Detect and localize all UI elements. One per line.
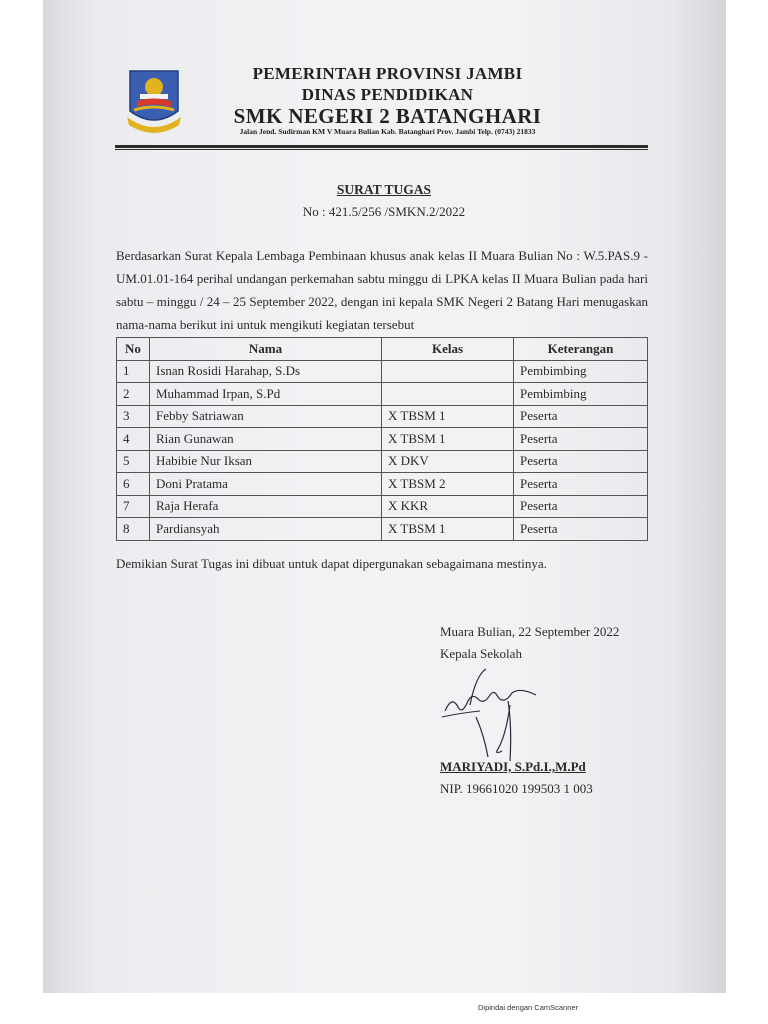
cell-no: 2 bbox=[117, 383, 150, 406]
table-row bbox=[117, 495, 648, 518]
cell-no: 5 bbox=[117, 450, 150, 473]
letterhead-divider bbox=[115, 145, 648, 148]
place-and-date: Muara Bulian, 22 September 2022 bbox=[440, 624, 620, 639]
cell-keterangan: Peserta bbox=[514, 495, 648, 518]
cell-nama: Febby Satriawan bbox=[150, 405, 382, 428]
cell-nama: Pardiansyah bbox=[150, 518, 382, 541]
cell-keterangan: Pembimbing bbox=[514, 383, 648, 406]
letterhead-divider-thin bbox=[115, 149, 648, 150]
cell-nama: Raja Herafa bbox=[150, 495, 382, 518]
cell-keterangan: Pembimbing bbox=[514, 360, 648, 383]
cell-kelas: X TBSM 2 bbox=[382, 473, 514, 496]
cell-kelas bbox=[382, 360, 514, 383]
cell-kelas: X DKV bbox=[382, 450, 514, 473]
cell-nama: Muhammad Irpan, S.Pd bbox=[150, 383, 382, 406]
letterhead-address: Jalan Jend. Sudirman KM V Muara Bulian Kab. Batanghari Prov. Jambi Telp. (0743) 21833 bbox=[239, 127, 536, 136]
letter-body: Berdasarkan Surat Kepala Lembaga Pembinaan khusus anak kelas II Muara Bulian No : W.5.PAS.9 - UM.01.01-164 perihal undangan perkemahan sabtu minggu di LPKA kelas II Muara Bulian pada hari sabtu – minggu / 24 – 25 September 2022, dengan ini kepala SMK Negeri 2 Batang Hari menugaskan nama-nama berikut ini untuk mengikuti kegiatan tersebut bbox=[116, 248, 648, 332]
cell-keterangan: Peserta bbox=[514, 518, 648, 541]
handwritten-signature bbox=[440, 665, 550, 765]
table-row bbox=[117, 405, 648, 428]
cell-nama: Isnan Rosidi Harahap, S.Ds bbox=[150, 360, 382, 383]
cell-kelas: X TBSM 1 bbox=[382, 428, 514, 451]
letter-closing: Demikian Surat Tugas ini dibuat untuk dapat dipergunakan sebagaimana mestinya. bbox=[116, 556, 547, 571]
jambi-province-emblem-icon bbox=[125, 67, 183, 137]
cell-nama: Doni Pratama bbox=[150, 473, 382, 496]
table-row bbox=[117, 518, 648, 541]
cell-no: 1 bbox=[117, 360, 150, 383]
letterhead-department: DINAS PENDIDIKAN bbox=[301, 85, 474, 104]
letter-title: SURAT TUGAS bbox=[336, 182, 432, 197]
table-row bbox=[117, 360, 648, 383]
cell-no: 7 bbox=[117, 495, 150, 518]
cell-no: 6 bbox=[117, 473, 150, 496]
letterhead-government: PEMERINTAH PROVINSI JAMBI bbox=[252, 64, 523, 83]
column-header-nama: Nama bbox=[150, 338, 382, 361]
cell-kelas bbox=[382, 383, 514, 406]
table-row bbox=[117, 428, 648, 451]
cell-keterangan: Peserta bbox=[514, 450, 648, 473]
cell-keterangan: Peserta bbox=[514, 405, 648, 428]
cell-keterangan: Peserta bbox=[514, 473, 648, 496]
cell-no: 8 bbox=[117, 518, 150, 541]
letter-number: No : 421.5/256 /SMKN.2/2022 bbox=[302, 204, 466, 219]
signer-position: Kepala Sekolah bbox=[440, 646, 522, 661]
column-header-keterangan: Keterangan bbox=[514, 338, 648, 361]
assignment-table bbox=[116, 337, 648, 541]
cell-nama: Rian Gunawan bbox=[150, 428, 382, 451]
cell-no: 4 bbox=[117, 428, 150, 451]
table-row bbox=[117, 473, 648, 496]
signer-name: MARIYADI, S.Pd.I.,M.Pd bbox=[440, 759, 586, 774]
table-row bbox=[117, 450, 648, 473]
cell-nama: Habibie Nur Iksan bbox=[150, 450, 382, 473]
cell-kelas: X TBSM 1 bbox=[382, 518, 514, 541]
scanner-watermark: Dipindai dengan CamScanner bbox=[478, 1003, 579, 1012]
column-header-kelas: Kelas bbox=[382, 338, 514, 361]
table-header-row bbox=[117, 338, 648, 361]
cell-no: 3 bbox=[117, 405, 150, 428]
table-row bbox=[117, 383, 648, 406]
cell-kelas: X TBSM 1 bbox=[382, 405, 514, 428]
column-header-no: No bbox=[117, 338, 150, 361]
letterhead-school-name: SMK NEGERI 2 BATANGHARI bbox=[233, 104, 542, 128]
signer-nip: NIP. 19661020 199503 1 003 bbox=[440, 781, 593, 796]
cell-kelas: X KKR bbox=[382, 495, 514, 518]
cell-keterangan: Peserta bbox=[514, 428, 648, 451]
